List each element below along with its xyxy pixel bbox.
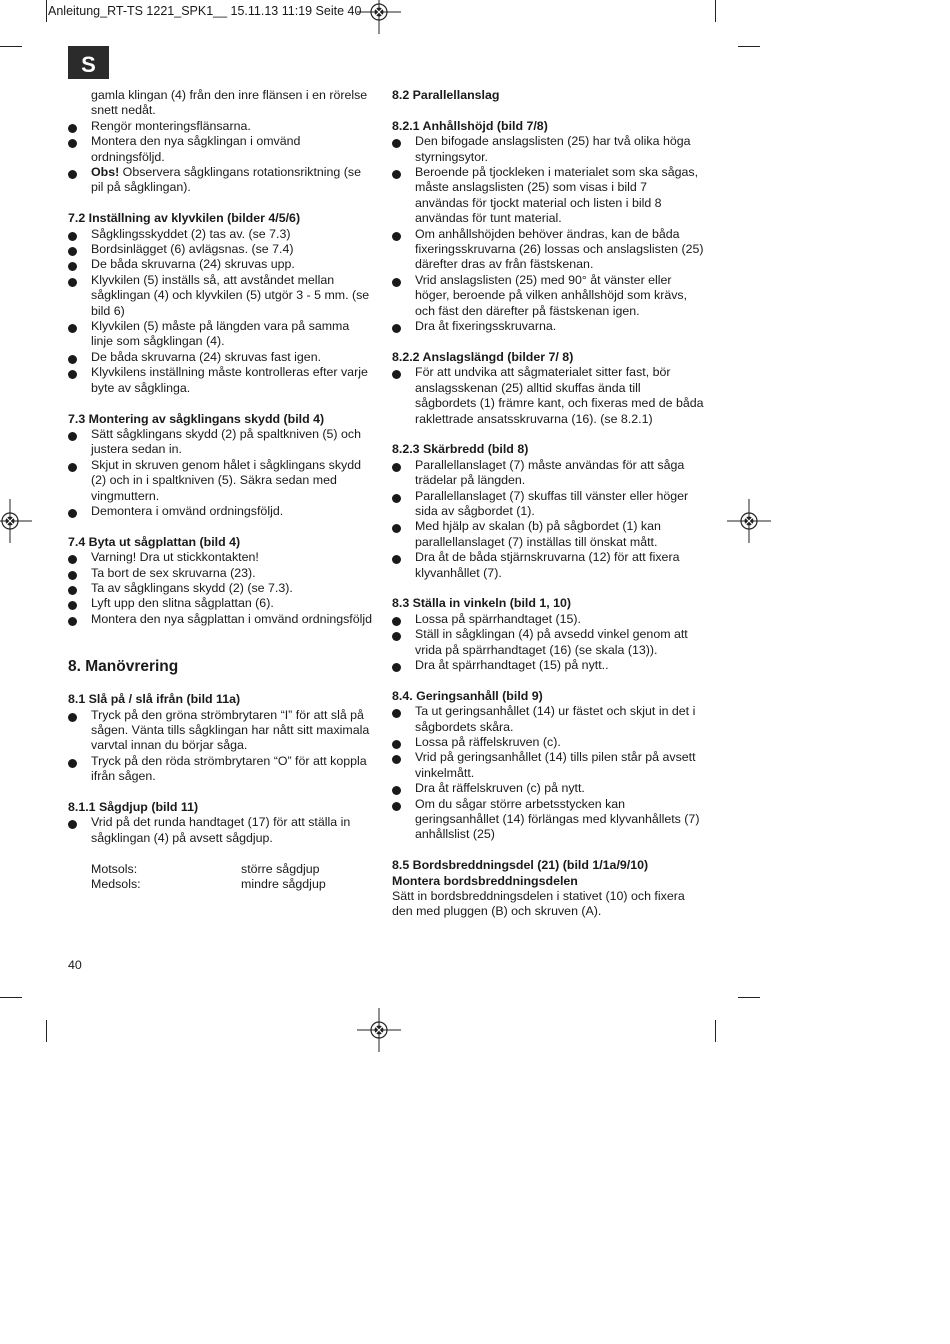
list-item: Skjut in skruven genom hålet i sågklingans skydd (2) och in i spaltkniven (5). Säkra sedan med vingmuttern. <box>68 458 373 504</box>
list-item: Beroende på tjockleken i materialet som ska sågas, måste anslagslisten (25) som visas i bild 7 användas för tjockt material och listen i bild 8 användas för tunt material. <box>392 165 704 227</box>
section-heading: 8.3 Ställa in vinkeln (bild 1, 10) <box>392 596 572 611</box>
crop-mark <box>46 0 47 22</box>
section-heading: 7.4 Byta ut sågplattan (bild 4) <box>68 534 241 549</box>
right-column <box>392 88 704 920</box>
list-item: Den bifogade anslagslisten (25) har två olika höga styrningsytor. <box>392 134 704 165</box>
registration-mark-icon <box>357 0 401 34</box>
intro-continuation: gamla klingan (4) från den inre flänsen i en rörelse snett nedåt. <box>91 88 368 118</box>
list-item: Dra åt räffelskruven (c) på nytt. <box>392 781 704 796</box>
section-list <box>392 365 704 427</box>
print-slug-header: Anleitung_RT-TS 1221_SPK1__ 15.11.13 11:19 Seite 40 <box>48 4 362 18</box>
list-item: De båda skruvarna (24) skruvas upp. <box>68 257 373 272</box>
list-item: Parallellanslaget (7) måste användas för att såga trädelar på längden. <box>392 458 704 489</box>
list-item: Ta bort de sex skruvarna (23). <box>68 566 373 581</box>
crop-mark <box>715 1020 716 1042</box>
crop-mark <box>738 46 760 47</box>
section-paragraph: Sätt in bordsbreddningsdelen i stativet (10) och fixera den med pluggen (B) och skruven (A). <box>392 889 685 919</box>
list-item: Bordsinlägget (6) avlägsnas. (se 7.4) <box>68 242 373 257</box>
section-heading: 8.2.1 Anhållshöjd (bild 7/8) <box>392 118 548 133</box>
list-item: Lossa på räffelskruven (c). <box>392 735 704 750</box>
list-item: Ställ in sågklingan (4) på avsedd vinkel genom att vrida på spärrhandtaget (16) (se skala (13)). <box>392 627 704 658</box>
section-heading: 8.2.3 Skärbredd (bild 8) <box>392 442 529 457</box>
crop-mark <box>0 997 22 998</box>
list-item: Varning! Dra ut stickkontakten! <box>68 550 373 565</box>
depth-row <box>68 877 373 892</box>
list-item: Montera den nya sågplattan i omvänd ordningsföljd <box>68 612 373 627</box>
list-item: Dra åt de båda stjärnskruvarna (12) för att fixera klyvanhållet (7). <box>392 550 704 581</box>
list-item: Vrid på geringsanhållet (14) tills pilen står på avsett vinkelmått. <box>392 750 704 781</box>
depth-value: större sågdjup <box>241 861 320 876</box>
list-item: Med hjälp av skalan (b) på sågbordet (1) kan parallellanslaget (7) inställas till önskat mått. <box>392 519 704 550</box>
crop-mark <box>0 46 22 47</box>
section-list <box>392 612 704 674</box>
crop-mark <box>715 0 716 22</box>
list-item: Montera den nya sågklingan i omvänd ordningsföljd. <box>68 134 373 165</box>
list-item: För att undvika att sågmaterialet sitter fast, bör anslagsskenan (25) alltid skuffas ända till sågbordets (1) främre kant, och fixeras med de båda raklettrade ansatsskruvarna (16). (se 8.2.1) <box>392 365 704 427</box>
section-list <box>392 458 704 581</box>
section-heading: 8.2 Parallellanslag <box>392 88 500 102</box>
list-item: Tryck på den gröna strömbrytaren “I” för att slå på sågen. Vänta tills sågklingan har nått sitt maximala varvtal innan du börjar såga. <box>68 708 373 754</box>
list-item: Dra åt fixeringsskruvarna. <box>392 319 704 334</box>
list-item: Parallellanslaget (7) skuffas till vänster eller höger sida av sågbordet (1). <box>392 489 704 520</box>
obs-text: Observera sågklingans rotationsriktning (se pil på sågklingan). <box>91 165 361 195</box>
section-list <box>68 708 373 785</box>
registration-mark-icon <box>727 499 771 543</box>
crop-mark <box>738 997 760 998</box>
intro-list <box>68 119 373 196</box>
section-list <box>68 227 373 396</box>
list-item: Rengör monteringsflänsarna. <box>68 119 373 134</box>
list-item: Sågklingsskyddet (2) tas av. (se 7.3) <box>68 227 373 242</box>
section-list <box>68 815 373 846</box>
section-list <box>68 427 373 519</box>
depth-label: Medsols: <box>91 877 141 892</box>
list-item: Om anhållshöjden behöver ändras, kan de båda fixeringsskruvarna (26) lossas och anslagslisten (25) därefter dras av från fästskenan. <box>392 227 704 273</box>
section-heading: 8.2.2 Anslagslängd (bilder 7/ 8) <box>392 349 574 364</box>
section-list <box>392 134 704 334</box>
depth-value: mindre sågdjup <box>241 877 326 892</box>
section-heading: 7.3 Montering av sågklingans skydd (bild 4) <box>68 411 325 426</box>
left-column <box>68 88 373 892</box>
crop-mark <box>46 1020 47 1042</box>
page-number: 40 <box>68 958 82 972</box>
list-item: Klyvkilen (5) måste på längden vara på samma linje som sågklingan (4). <box>68 319 373 350</box>
section-heading: 7.2 Inställning av klyvkilen (bilder 4/5/6) <box>68 211 301 226</box>
list-item: Demontera i omvänd ordningsföljd. <box>68 504 373 519</box>
list-item: Dra åt spärrhandtaget (15) på nytt.. <box>392 658 704 673</box>
list-item: Ta ut geringsanhållet (14) ur fästet och skjut in det i sågbordets skåra. <box>392 704 704 735</box>
list-item: Sätt sågklingans skydd (2) på spaltkniven (5) och justera sedan in. <box>68 427 373 458</box>
list-item: Vrid på det runda handtaget (17) för att ställa in sågklingan (4) på avsett sågdjup. <box>68 815 373 846</box>
section-heading: 8.1 Slå på / slå ifrån (bild 11a) <box>68 692 241 707</box>
depth-row <box>68 862 373 877</box>
list-item: Klyvkilens inställning måste kontrolleras efter varje byte av sågklinga. <box>68 365 373 396</box>
section-list <box>392 704 704 843</box>
section-heading: 8.5 Bordsbreddningsdel (21) (bild 1/1a/9/10) <box>392 858 649 873</box>
language-tab: S <box>68 46 109 79</box>
list-item: De båda skruvarna (24) skruvas fast igen. <box>68 350 373 365</box>
list-item: Klyvkilen (5) inställs så, att avståndet mellan sågklingan (4) och klyvkilen (5) utgör 3 - 5 mm. (se bild 6) <box>68 273 373 319</box>
chapter-heading: 8. Manövrering <box>68 658 179 676</box>
list-item: Om du sågar större arbetsstycken kan geringsanhållet (14) förlängas med klyvanhållets (7) anhållslist (25) <box>392 797 704 843</box>
section-list <box>68 550 373 627</box>
list-item: Tryck på den röda strömbrytaren “O” för att koppla ifrån sågen. <box>68 754 373 785</box>
registration-mark-icon <box>357 1008 401 1052</box>
list-item <box>68 165 373 196</box>
list-item: Lyft upp den slitna sågplattan (6). <box>68 596 373 611</box>
list-item: Ta av sågklingans skydd (2) (se 7.3). <box>68 581 373 596</box>
depth-label: Motsols: <box>91 861 138 876</box>
list-item: Vrid anslagslisten (25) med 90° åt vänster eller höger, beroende på vilken anhållshöjd som krävs, och fäst den därefter på fästskenan igen. <box>392 273 704 319</box>
obs-label: Obs! <box>91 165 120 180</box>
section-heading: 8.4. Geringsanhåll (bild 9) <box>392 688 543 703</box>
list-item: Lossa på spärrhandtaget (15). <box>392 612 704 627</box>
section-heading: 8.1.1 Sågdjup (bild 11) <box>68 800 199 814</box>
section-subheading: Montera bordsbreddningsdelen <box>392 873 578 888</box>
registration-mark-icon <box>0 499 32 543</box>
